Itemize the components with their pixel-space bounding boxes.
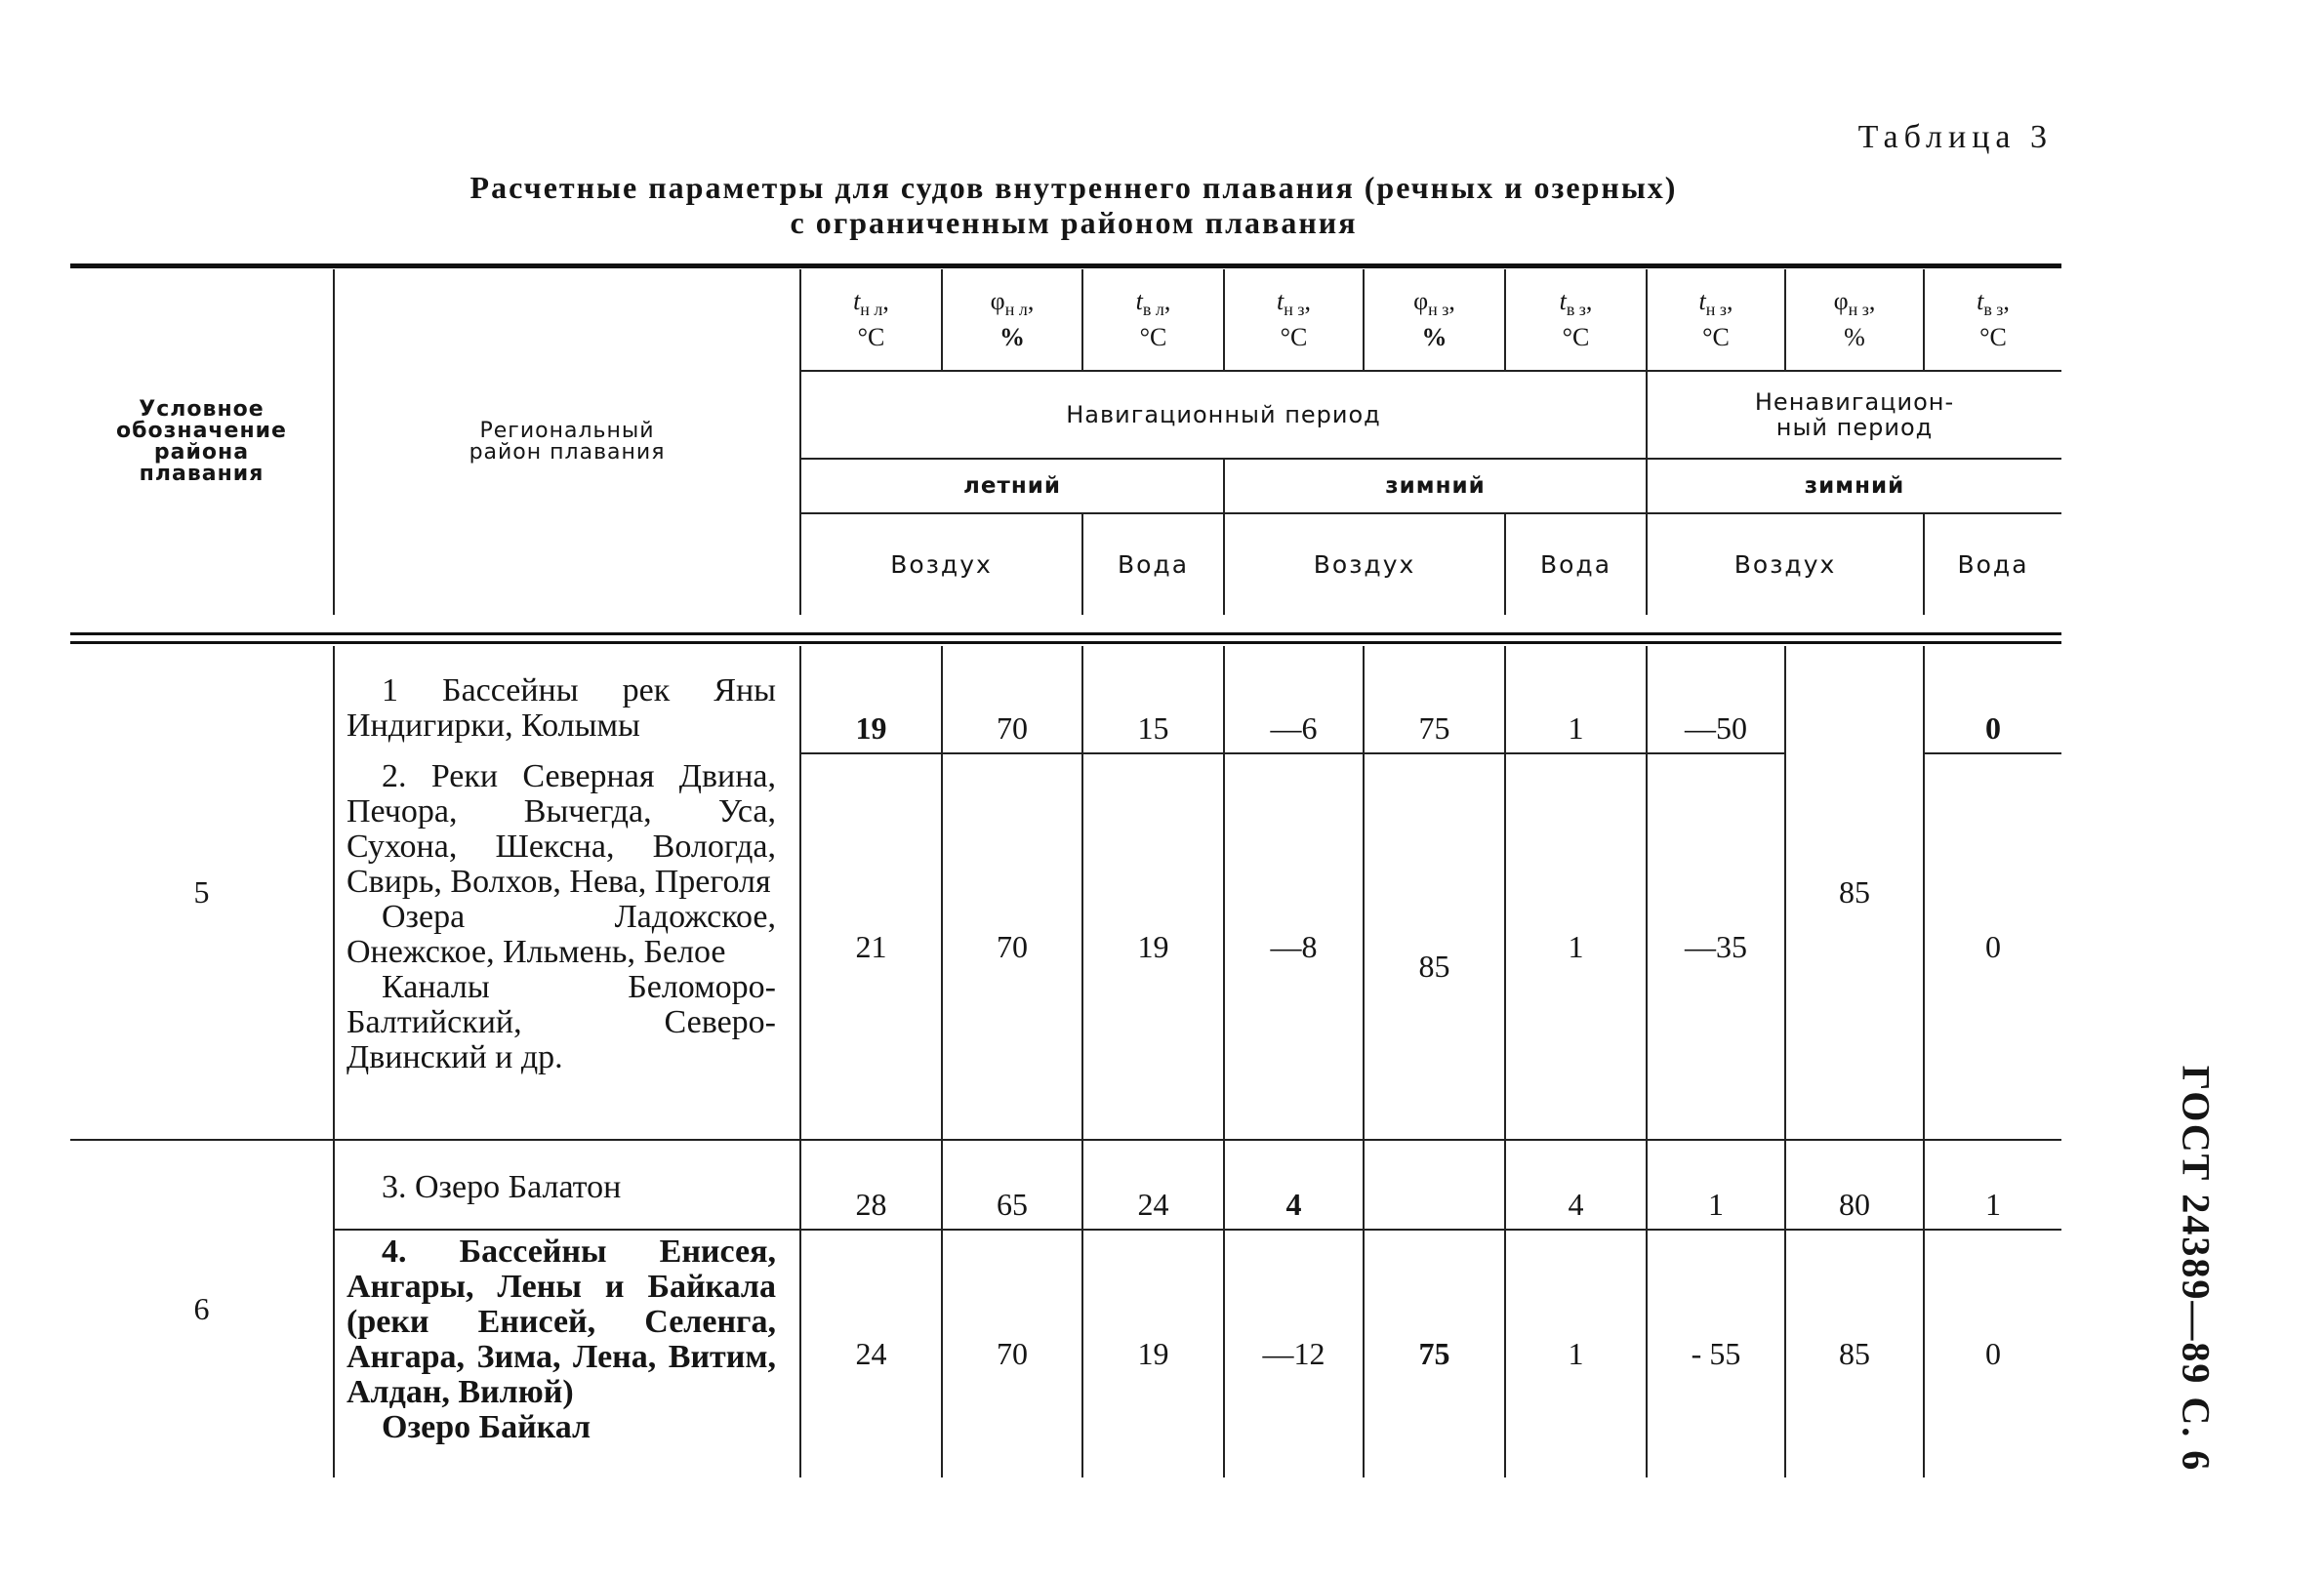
table-caption	[351, 170, 1796, 240]
param-t-nz: $t_{н з}$, °C	[1224, 269, 1364, 371]
r4-t-nz-2: - 55	[1647, 1230, 1785, 1477]
region-2: 2. Реки Северная Двина, Печора, Вычегда, Уса, Сухона, Шексна, Вологда, Свирь, Волхов, Нева, Преголя Озера Ладожское, Онежское, Ильмень, Белое Каналы Беломоро-Балтийский, Северо-Двинский и др.	[334, 753, 800, 1140]
non-navigation-period: Ненавигацион-ный период	[1647, 371, 2061, 459]
r2-phi-nz: 85	[1364, 753, 1505, 1140]
header-area-code: Условное обозначение района плавания	[116, 397, 287, 486]
navigation-period: Навигационный период	[800, 371, 1647, 459]
param-phi-nl: $\varphi_{н л}$, %	[942, 269, 1082, 371]
header-region: Региональный район плавания	[334, 269, 800, 615]
r3-t-nz: 4	[1224, 1140, 1364, 1230]
r2-t-nl: 21	[800, 753, 942, 1140]
r4-t-vz: 1	[1505, 1230, 1647, 1477]
r1-t-vz-2: 0	[1924, 646, 2061, 753]
medium-water-winter: Вода	[1505, 513, 1647, 615]
r1-t-nz-2: —50	[1647, 646, 1785, 753]
region-3: 3. Озеро Балатон	[334, 1140, 800, 1230]
table-header	[70, 269, 2061, 615]
r4-phi-nz-2: 85	[1785, 1230, 1924, 1477]
param-t-vl: $t_{в л}$, °C	[1082, 269, 1224, 371]
r3-t-vl: 24	[1082, 1140, 1224, 1230]
table-number: Таблица 3	[1857, 119, 2053, 155]
r2-t-vz: 1	[1505, 753, 1647, 1140]
param-t-vz: $t_{в з}$, °C	[1505, 269, 1647, 371]
medium-air-non-nav: Воздух	[1647, 513, 1924, 615]
caption-line-2: с ограниченным районом плавания	[790, 205, 1358, 240]
r3-t-nz-2: 1	[1647, 1140, 1785, 1230]
medium-water-summer: Вода	[1082, 513, 1224, 615]
region-4: 4. Бассейны Енисея, Ангары, Лены и Байкала (реки Енисей, Селенга, Ангара, Зима, Лена, Витим, Алдан, Вилюй) Озеро Байкал	[334, 1230, 800, 1477]
param-t-vz-2: $t_{в з}$, °C	[1924, 269, 2061, 371]
r1-t-nl: 19	[800, 646, 942, 753]
r2-t-nz-2: —35	[1647, 753, 1785, 1140]
table-top-rule	[70, 263, 2061, 268]
season-winter-non-nav: зимний	[1647, 459, 2061, 513]
season-summer: летний	[800, 459, 1224, 513]
r4-t-nz: —12	[1224, 1230, 1364, 1477]
medium-air-winter: Воздух	[1224, 513, 1505, 615]
r1-t-nz: —6	[1224, 646, 1364, 753]
r2-t-nz: —8	[1224, 753, 1364, 1140]
param-phi-nz-2: $\varphi_{н з}$, %	[1785, 269, 1924, 371]
header-bottom-rule-1	[70, 632, 2061, 635]
r1-phi-nl: 70	[942, 646, 1082, 753]
caption-line-1: Расчетные параметры для судов внутреннего плавания (речных и озерных)	[469, 170, 1678, 205]
r4-t-vz-2: 0	[1924, 1230, 2061, 1477]
r4-phi-nl: 70	[942, 1230, 1082, 1477]
r1-t-vl: 15	[1082, 646, 1224, 753]
r3-t-nl: 28	[800, 1140, 942, 1230]
r2-phi-nl: 70	[942, 753, 1082, 1140]
r3-t-vz-2: 1	[1924, 1140, 2061, 1230]
param-phi-nz: $\varphi_{н з}$, %	[1364, 269, 1505, 371]
param-t-nz-2: $t_{н з}$, °C	[1647, 269, 1785, 371]
area-code-6: 6	[193, 1291, 210, 1326]
r2-t-vz-2: 0	[1924, 753, 2061, 1140]
r1-phi-nz: 75	[1364, 646, 1505, 753]
r1-r2-phi-nz-2: 85	[1785, 646, 1924, 1140]
region-1: 1 Бассейны рек Яны Индигирки, Колымы	[334, 646, 800, 753]
medium-water-non-nav: Вода	[1924, 513, 2061, 615]
season-winter: зимний	[1224, 459, 1647, 513]
r3-t-vz: 4	[1505, 1140, 1647, 1230]
r3-phi-nz-empty	[1364, 1140, 1505, 1230]
r4-t-nl: 24	[800, 1230, 942, 1477]
area-code-5: 5	[70, 646, 334, 1140]
r1-t-vz: 1	[1505, 646, 1647, 753]
document-code: ГОСТ 24389—89 С. 6	[2174, 1065, 2219, 1473]
medium-air-summer: Воздух	[800, 513, 1082, 615]
r4-t-vl: 19	[1082, 1230, 1224, 1477]
header-bottom-rule-2	[70, 641, 2061, 644]
param-t-nl: $t_{н л}$, °C	[800, 269, 942, 371]
r4-phi-nz: 75	[1364, 1230, 1505, 1477]
table-body	[70, 646, 2061, 1477]
r2-t-vl: 19	[1082, 753, 1224, 1140]
r3-phi-nl: 65	[942, 1140, 1082, 1230]
r3-phi-nz-2: 80	[1785, 1140, 1924, 1230]
